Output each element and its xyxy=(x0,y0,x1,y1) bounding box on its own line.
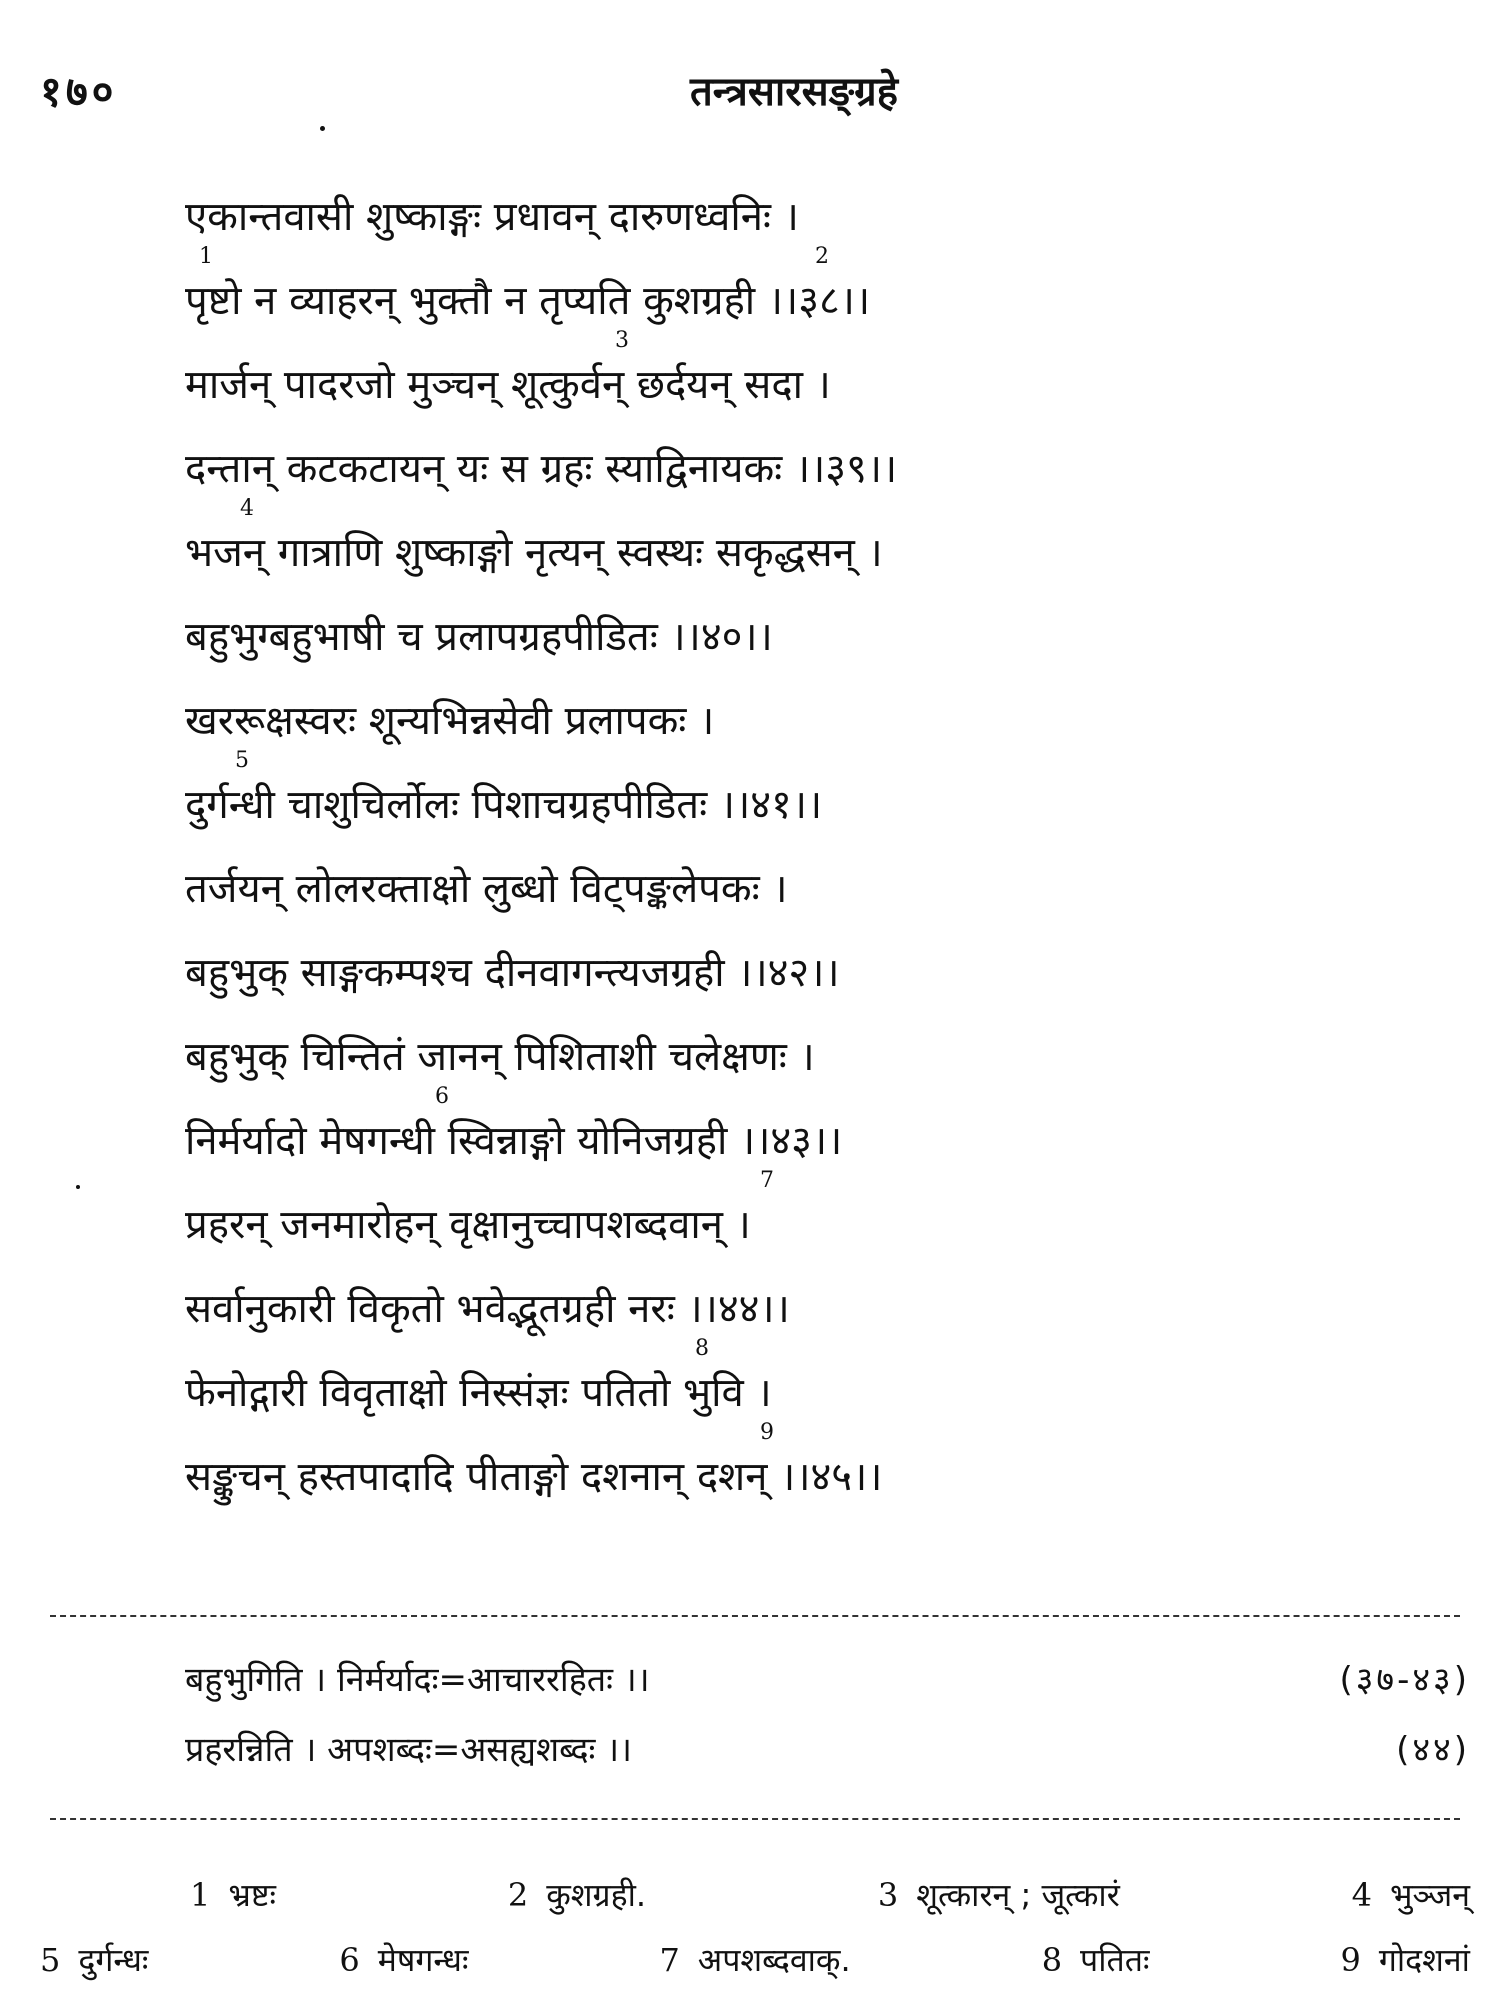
verse-range-ref: (३७-४३) xyxy=(1339,1660,1470,1700)
footnote-number: 3 xyxy=(877,1876,899,1914)
footnote xyxy=(659,1930,850,1990)
footnote-number: 6 xyxy=(339,1941,360,1979)
verse-block xyxy=(185,175,1435,1519)
verse-line xyxy=(185,1435,1435,1519)
footnote-marker: 8 xyxy=(695,1336,709,1361)
commentary-line xyxy=(185,1720,1470,1780)
ink-speck xyxy=(76,1185,80,1189)
verse-line xyxy=(185,847,1435,931)
verse-text: सङ्कुचन् हस्तपादादि पीताङ्गो दशनान् दशन् ।।४५।। xyxy=(185,1454,883,1500)
verse-text: बहुभुग्बहुभाषी च प्रलापग्रहपीडितः ।।४०।। xyxy=(185,614,773,660)
verse-line xyxy=(185,931,1435,1015)
verse-range-ref: (४४) xyxy=(1396,1730,1470,1770)
footnote-marker: 2 xyxy=(815,244,829,269)
verse-text: बहुभुक् चिन्तितं जानन् पिशिताशी चलेक्षणः । xyxy=(185,1034,815,1080)
page-number: १७० xyxy=(40,67,118,116)
footnote-marker: 4 xyxy=(240,496,254,521)
footnote-number: 5 xyxy=(40,1941,61,1979)
verse-text: पृष्टो न व्याहरन् भुक्तौ न तृप्यति कुशग्रही ।।३८।। xyxy=(185,278,871,324)
footnote-marker: 1 xyxy=(199,244,213,269)
footnote xyxy=(1352,1865,1470,1925)
verse-text: एकान्तवासी शुष्काङ्गः प्रधावन् दारुणध्वनिः । xyxy=(185,194,799,240)
footnote xyxy=(1340,1930,1469,1990)
verse-line xyxy=(185,679,1435,773)
footnote-number: 7 xyxy=(659,1941,680,1979)
verse-text: सर्वानुकारी विकृतो भवेद्भूतग्रही नरः ।।४४।। xyxy=(185,1286,790,1332)
footnote-number: 2 xyxy=(507,1876,529,1914)
footnote-text: कुशग्रही. xyxy=(546,1876,647,1914)
commentary-text: प्रहरन्निति । अपशब्दः=असह्यशब्दः ।। xyxy=(185,1730,632,1770)
verse-line xyxy=(185,259,1435,353)
verse-text: खररूक्षस्वरः शून्यभिन्नसेवी प्रलापकः । xyxy=(185,698,715,744)
footnote xyxy=(878,1865,1120,1925)
verse-line xyxy=(185,595,1435,679)
divider xyxy=(50,1615,1460,1617)
footnote xyxy=(1042,1930,1150,1990)
footnote xyxy=(339,1930,468,1990)
commentary-line xyxy=(185,1650,1470,1710)
verse-line xyxy=(185,511,1435,595)
footnote-number: 4 xyxy=(1351,1876,1372,1914)
verse-text: प्रहरन् जनमारोहन् वृक्षानुच्चापशब्दवान् । xyxy=(185,1202,751,1248)
footnote-text: गोदशनां xyxy=(1378,1941,1470,1979)
footnote-text: भुञ्जन् xyxy=(1389,1876,1470,1914)
footnote-number: 1 xyxy=(190,1876,211,1914)
footnote-text: पतितः xyxy=(1080,1941,1150,1979)
verse-line xyxy=(185,1015,1435,1109)
footnote-marker: 6 xyxy=(435,1084,449,1109)
footnote xyxy=(190,1865,276,1925)
verse-line xyxy=(185,1099,1435,1193)
verse-line xyxy=(185,343,1435,427)
footnote xyxy=(508,1865,646,1925)
footnotes-row xyxy=(40,1865,1470,1925)
verse-text: बहुभुक् साङ्गकम्पश्च दीनवागन्त्यजग्रही ।।४२।। xyxy=(185,950,840,996)
footnote-number: 8 xyxy=(1041,1941,1063,1979)
footnote-text: दुर्गन्धः xyxy=(78,1941,149,1979)
footnote-text: मेषगन्धः xyxy=(377,1941,469,1979)
verse-text: दन्तान् कटकटायन् यः स ग्रहः स्याद्विनायकः ।।३९।। xyxy=(185,446,898,492)
verse-line xyxy=(185,1351,1435,1445)
footnote-marker: 9 xyxy=(760,1420,774,1445)
footnote-text: भ्रष्टः xyxy=(228,1876,277,1914)
footnotes-row xyxy=(40,1930,1470,1990)
verse-text: फेनोद्गारी विवृताक्षो निस्संज्ञः पतितो भुवि । xyxy=(185,1370,772,1416)
verse-text: तर्जयन् लोलरक्ताक्षो लुब्धो विट्पङ्कलेपकः । xyxy=(185,866,788,912)
footnote-number: 9 xyxy=(1340,1941,1361,1979)
verse-text: दुर्गन्धी चाशुचिर्लोलः पिशाचग्रहपीडितः ।।४१।। xyxy=(185,782,823,828)
verse-text: भजन् गात्राणि शुष्काङ्गो नृत्यन् स्वस्थः सकृद्धसन् । xyxy=(185,530,883,576)
footnote-text: शूत्कारन् ; जूत्कारं xyxy=(916,1876,1120,1914)
footnote-marker: 3 xyxy=(615,328,629,353)
footnote-marker: 7 xyxy=(760,1168,774,1193)
verse-line xyxy=(185,175,1435,269)
running-title: तन्त्रसारसङ्ग्रहे xyxy=(690,69,898,115)
ink-speck xyxy=(320,126,325,131)
divider xyxy=(50,1818,1460,1820)
verse-line xyxy=(185,763,1435,847)
verse-line xyxy=(185,1183,1435,1267)
verse-text: निर्मर्यादो मेषगन्धी स्विन्नाङ्गो योनिजग्रही ।।४३।। xyxy=(185,1118,843,1164)
verse-line xyxy=(185,1267,1435,1361)
footnote xyxy=(40,1930,148,1990)
verse-line xyxy=(185,427,1435,521)
footnote-text: अपशब्दवाक्. xyxy=(697,1941,851,1979)
verse-text: मार्जन् पादरजो मुञ्चन् शूत्कुर्वन् छर्दयन् सदा । xyxy=(185,362,831,408)
commentary-text: बहुभुगिति । निर्मर्यादः=आचाररहितः ।। xyxy=(185,1660,650,1700)
footnote-marker: 5 xyxy=(235,748,249,773)
